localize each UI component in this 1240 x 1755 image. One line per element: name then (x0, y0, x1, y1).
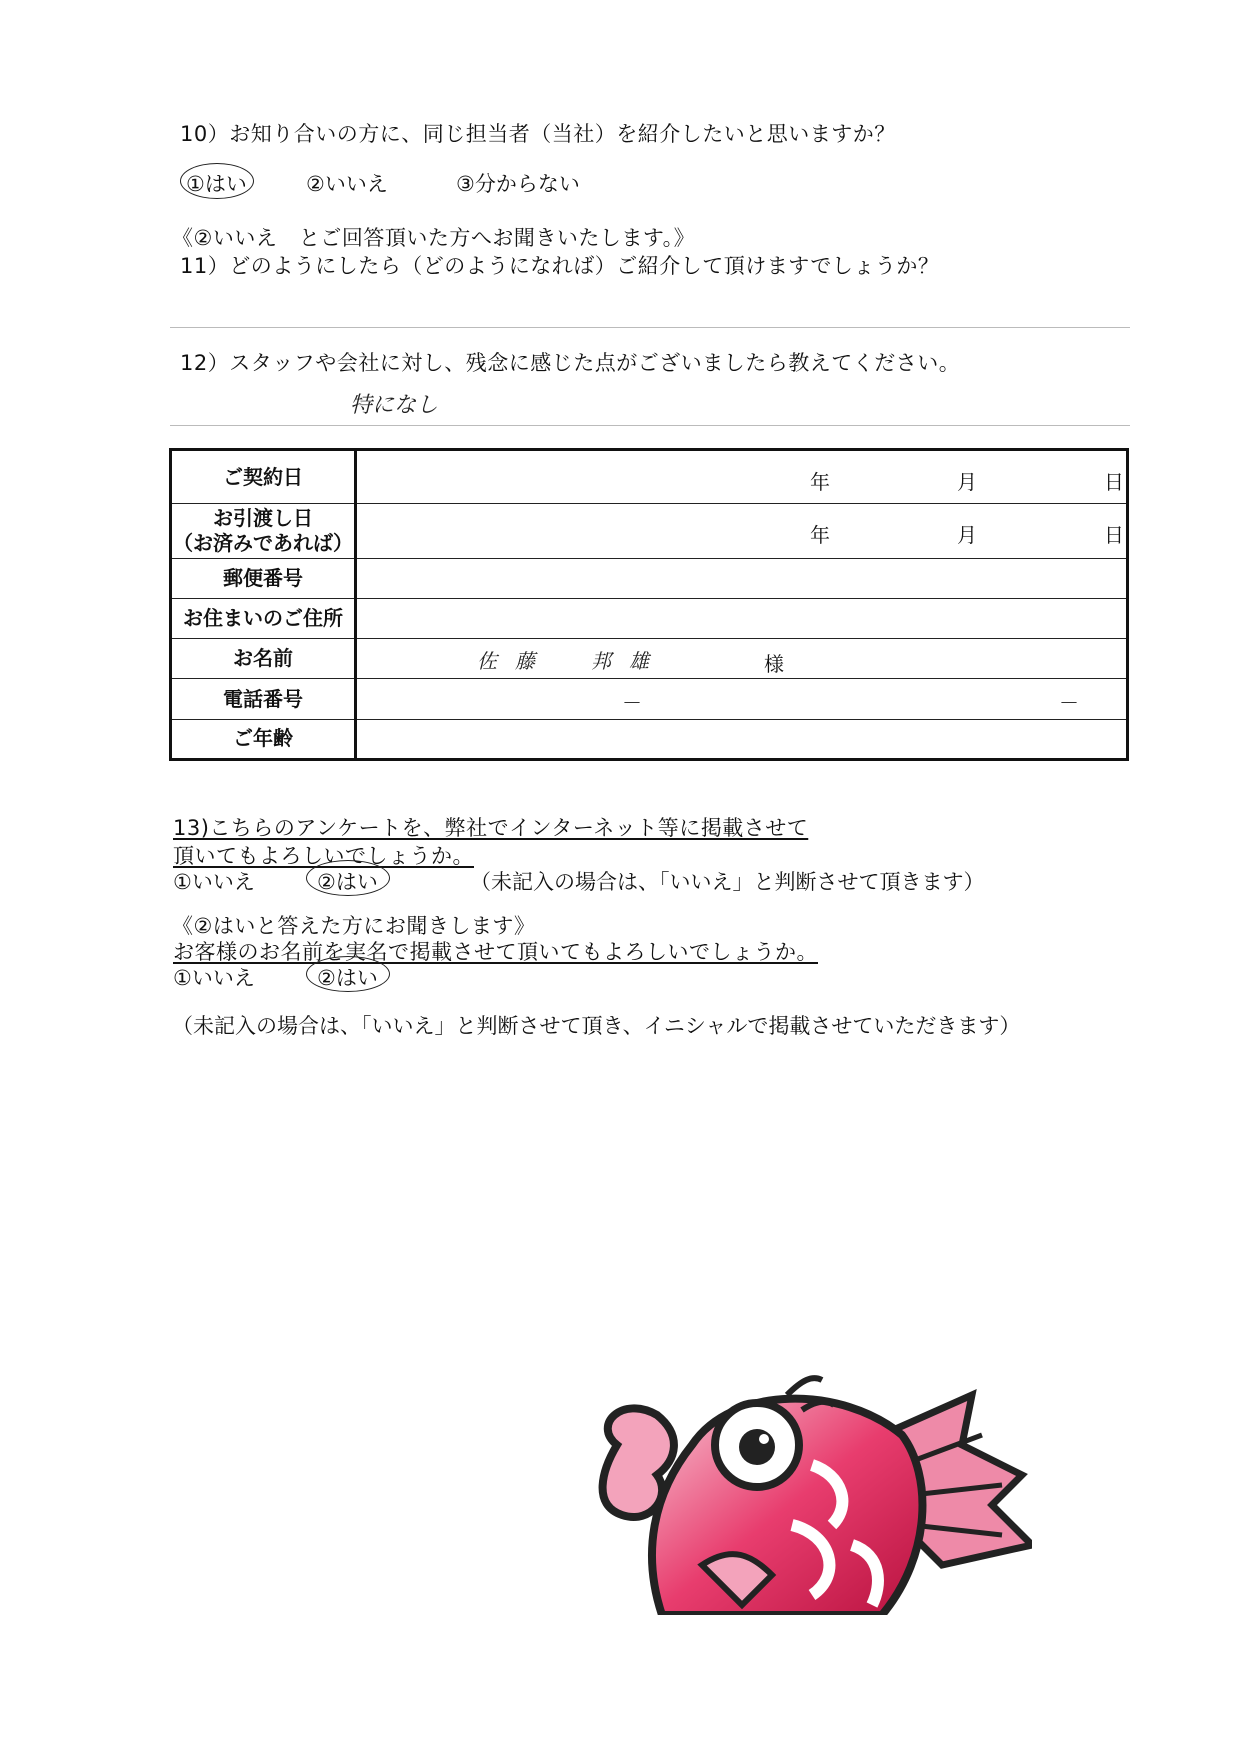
day-label: 日 (1104, 470, 1124, 494)
day-label: 日 (1104, 523, 1124, 548)
table-row (171, 598, 1128, 638)
phone-field[interactable] (356, 679, 1128, 719)
postal-code-field[interactable] (356, 558, 1128, 598)
fish-mascot-illustration (582, 1375, 1032, 1615)
selection-circle (180, 163, 254, 199)
selection-circle (306, 860, 390, 896)
q13-note: （未記入の場合は、「いいえ」と判断させて頂きます） (470, 870, 985, 894)
q13-option-no[interactable]: ①いいえ (173, 870, 255, 894)
contract-date-field[interactable] (356, 450, 1128, 504)
q13-question-line1: 13)こちらのアンケートを、弊社でインターネット等に掲載させて (173, 816, 809, 840)
table-row (171, 679, 1128, 719)
name-field[interactable] (356, 639, 1128, 679)
age-field[interactable] (356, 719, 1128, 759)
q10-option-yes[interactable]: ①はい (186, 172, 247, 196)
q13-option-yes[interactable]: ②はい (317, 870, 378, 894)
address-field[interactable] (356, 598, 1128, 638)
year-label: 年 (810, 470, 830, 494)
table-row (171, 450, 1128, 504)
table-row (171, 504, 1128, 558)
q12-handwritten-answer: 特になし (350, 393, 439, 418)
phone-dash: － (622, 691, 642, 716)
q13-footer-note: （未記入の場合は、「いいえ」と判断させて頂き、イニシャルで掲載させていただきます） (172, 1014, 1021, 1038)
q13-question-line2: 頂いてもよろしいでしょうか。 (173, 844, 474, 868)
handwritten-name: 佐藤 邦雄 (477, 649, 667, 674)
q13-sub-note: 《②はいと答えた方にお聞きします》 (172, 914, 536, 938)
selection-circle (306, 956, 390, 992)
label-delivery-date-text: お引渡し日 （お済みであれば） (173, 506, 353, 556)
table-row (171, 719, 1128, 759)
q12-question: 12）スタッフや会社に対し、残念に感じた点がございましたら教えてください。 (180, 351, 961, 375)
label-phone: 電話番号 (171, 679, 356, 719)
q13-sub-option-no[interactable]: ①いいえ (173, 966, 255, 990)
answer-line (170, 425, 1130, 426)
label-postal-code: 郵便番号 (171, 558, 356, 598)
label-delivery-date (171, 504, 356, 558)
customer-info-table (169, 448, 1129, 761)
phone-dash: － (1059, 691, 1079, 716)
month-label: 月 (957, 523, 977, 548)
year-label: 年 (810, 523, 830, 548)
label-contract-date: ご契約日 (171, 450, 356, 504)
answer-line (170, 327, 1130, 328)
name-suffix: 様 (764, 652, 784, 677)
label-address: お住まいのご住所 (171, 598, 356, 638)
q11-note: 《②いいえ とご回答頂いた方へお聞きいたします。》 (172, 226, 696, 250)
month-label: 月 (957, 470, 977, 494)
table-row (171, 558, 1128, 598)
delivery-date-field[interactable] (356, 504, 1128, 558)
label-name: お名前 (171, 639, 356, 679)
q13-sub-question: お客様のお名前を実名で掲載させて頂いてもよろしいでしょうか。 (173, 940, 818, 964)
q11-question: 11）どのようにしたら（どのようになれば）ご紹介して頂けますでしょうか？ (180, 254, 940, 278)
q10-option-no[interactable]: ②いいえ (306, 172, 388, 196)
q10-question: 10）お知り合いの方に、同じ担当者（当社）を紹介したいと思いますか？ (180, 122, 896, 146)
table-row (171, 639, 1128, 679)
q13-sub-option-yes[interactable]: ②はい (317, 966, 378, 990)
q10-option-unknown[interactable]: ③分からない (456, 172, 580, 196)
label-age: ご年齢 (171, 719, 356, 759)
